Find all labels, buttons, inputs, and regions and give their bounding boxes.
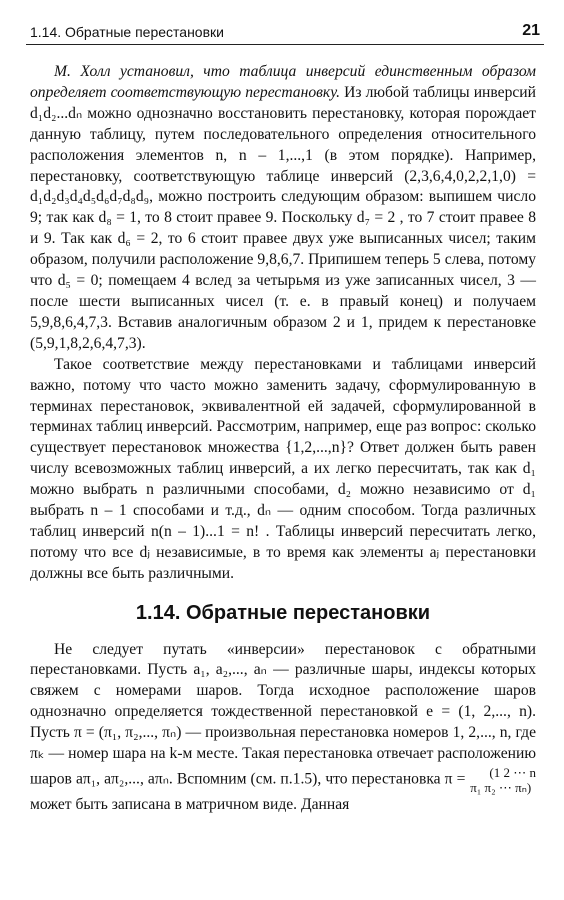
theorem-explanation: Из любой таблицы инверсий d₁d₂...dₙ можно однозначно восстановить перестановку, которая порождает данную таблицу, путем последовательного определения относительного расположения элементов n, n – 1,...,1 (в этом порядке). Например, перестановку, соответствующую таблице инверсий (2,3,6,4,0,2,2,1,0) = d₁d₂d₃d₄d₅d₆d₇d₈d₉, можно построить следующим образом: выпишем число 9; так как d₈ = 1, то 8 стоит правее 9. Поскольку d₇ = 2 , то 7 стоит правее 8 и 9. Так как d₆ = 2, то 6 стоит правее двух уже выписанных чисел; таким образом, получили расположение 9,8,6,7. Припишем теперь 5 слева, потому что d₅ = 0; помещаем 4 вслед за четырьмя из уже записанных чисел, 3 — после шести выписанных чисел (т. е. в правый конец) и получаем 5,9,8,6,4,7,3. Вставив аналогичным образом 2 и 1, придем к перестановке (5,9,1,8,2,6,4,7,3). <box>30 83 536 352</box>
page-number: 21 <box>522 22 540 39</box>
paragraph-correspondence: Такое соответствие между перестановками и таблицами инверсий важно, потому что часто можно заменить задачу, сформулированную в терминах перестановок, эквивалентной ей задачей, сформулированной в терминах таблиц инверсий. Рассмотрим, например, еще раз вопрос: сколько существует перестановок множества {1,2,...,n}? Ответ должен быть равен числу всевозможных таблиц инверсий, а их легко пересчитать, так как d₁ можно выбрать n различными способами, d₂ можно независимо от d₁ выбрать n – 1 способами и т.д., dₙ — одним способом. Тогда различных таблиц инверсий n(n – 1)...1 = n! . Таблицы инверсий пересчитать легко, потому что все dⱼ независимые, в то время как элементы aⱼ перестановки должны все быть различными. <box>30 355 536 582</box>
page-body <box>30 62 536 816</box>
matrix-suffix-text: может быть записана в матричном виде. Данная <box>30 796 350 813</box>
running-header <box>26 22 544 45</box>
permutation-matrix: (1 2 ⋯ n π₁ π₂ ⋯ πₙ) <box>470 765 536 795</box>
section-heading: 1.14. Обратные перестановки <box>135 601 431 624</box>
paragraph-inverse-permutations <box>30 640 536 816</box>
matrix-prefix: π = <box>444 770 466 788</box>
running-header-title: 1.14. Обратные перестановки <box>30 24 224 40</box>
theorem-statement: М. Холл установил, что таблица инверсий единственным образом определяет соответствующую перестановку. <box>30 63 536 101</box>
matrix-row-2: π₁ π₂ ⋯ πₙ <box>470 780 527 795</box>
inverse-intro-text: Не следует путать «инверсии» перестановок с обратными перестановками. Пусть a₁, a₂,..., aₙ — различные шары, индексы которых свяжем с номерами шаров. Тогда исходное расположение шаров однозначно определяется тождественной перестановкой e = (1, 2,..., n). Пусть π = (π₁, π₂,..., πₙ) — произвольная перестановка номеров 1, 2,..., n, где πₖ — номер шара на k-м месте. Такая перестановка отвечает расположению шаров aπ₁, aπ₂,..., aπₙ. Вспомним (см. п.1.5), что перестановка <box>30 640 536 788</box>
paragraph-hall-theorem <box>30 62 536 355</box>
matrix-row-1: 1 2 ⋯ n <box>493 765 536 780</box>
